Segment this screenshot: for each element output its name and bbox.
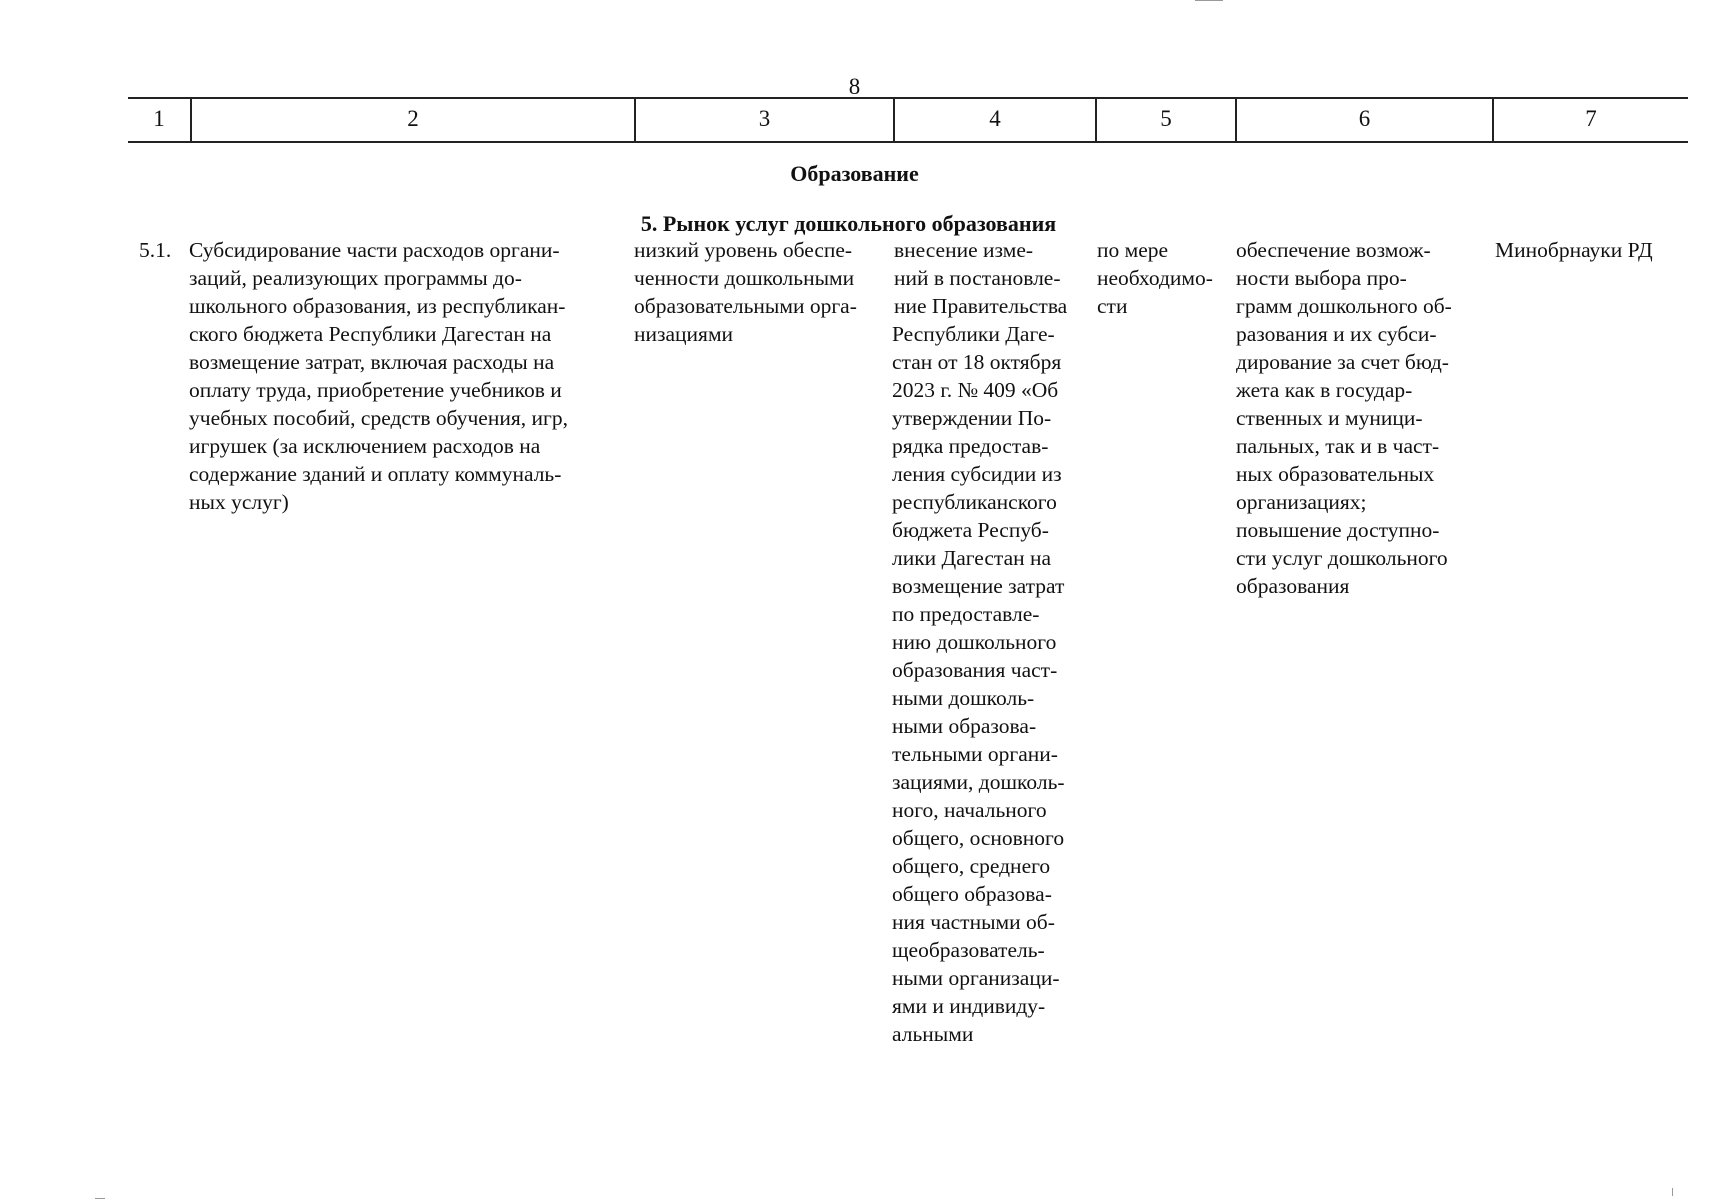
header-col-4: 4: [893, 99, 1095, 141]
row-col7-responsible: Минобрнауки РД: [1495, 238, 1653, 262]
header-table: [128, 97, 1688, 143]
row-col4-action: Республики Даге- стан от 18 октября 2023 г. № 409 «Об утверждении По- рядка предостав- ления субсидии из республиканского бюджета Респуб- лики Дагестан на возмещение затрат по предоставле- нию дошкольного образования част- ными дошколь- ными образова- тельными органи- зациями, дошколь- ного, начального общего, основного общего, среднего общего образова- ния частными об- щеобразователь- ными организаци- ями и индивиду- альными: [892, 322, 1065, 1046]
scan-mark-right: [1672, 1188, 1673, 1196]
scan-mark-bottom: [95, 1198, 105, 1199]
header-col-6: 6: [1235, 99, 1492, 141]
header-col-7: 7: [1492, 99, 1688, 141]
row-col2-measure: Субсидирование части расходов органи- заций, реализующих программы до- школьного образования, из республикан- ского бюджета Республики Дагестан на возмещение затрат, включая расходы на оплату труда, приобретение учебников и учебных пособий, средств обучения, игр, игрушек (за исключением расходов на содержание зданий и оплату коммуналь- ных услуг): [189, 238, 568, 514]
header-col-2: 2: [190, 99, 634, 141]
header-col-1: 1: [153, 106, 165, 131]
section-subtitle: 5. Рынок услуг дошкольного образования: [640, 211, 1057, 236]
page-number: 8: [848, 74, 861, 99]
row-col3-problem: низкий уровень обеспе- ченности дошкольными образовательными орга- низациями: [634, 238, 857, 346]
row-col5-term: по мере необходимо- сти: [1097, 238, 1213, 318]
row-col4-top: внесение изме- ний в постановле- ние Правительства: [894, 238, 1068, 318]
row-col6-result: обеспечение возмож- ности выбора про- грамм дошкольного об- разования и их субси- дирование за счет бюд- жета как в государ- ственных и муници- пальных, так и в част- ных образовательных организациях; повышение доступно- сти услуг дошкольного образования: [1236, 238, 1452, 598]
row-number: 5.1.: [139, 238, 172, 262]
header-col-5: 5: [1095, 99, 1235, 141]
header-col-3: 3: [634, 99, 893, 141]
section-title: Образование: [790, 161, 919, 186]
scan-mark-top: [1195, 0, 1223, 1]
